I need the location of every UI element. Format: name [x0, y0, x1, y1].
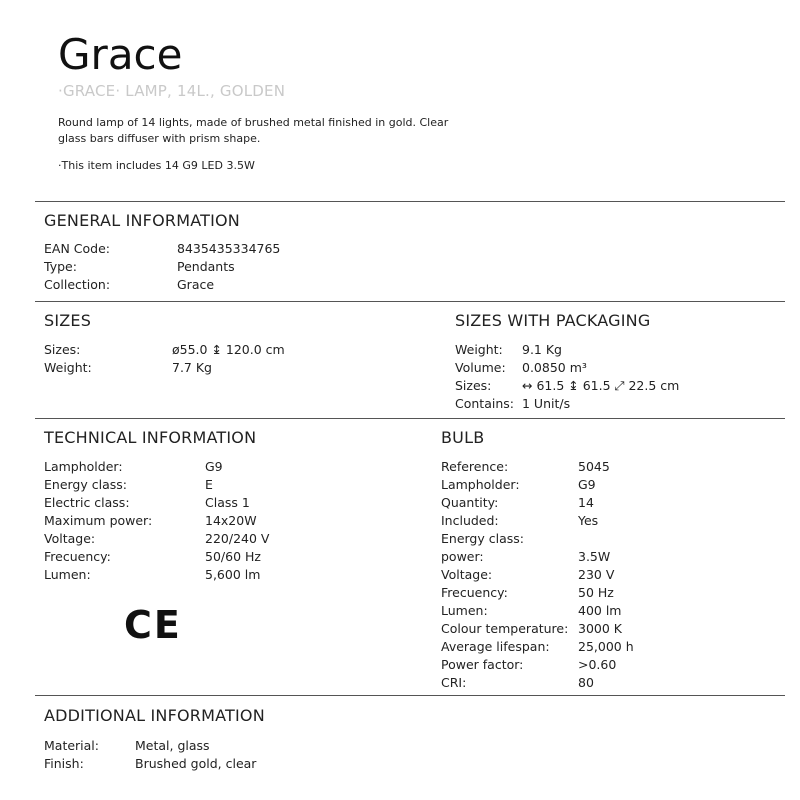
technical-row-max-power — [44, 512, 394, 530]
bulb-value: G9 — [578, 477, 596, 492]
bulb-section-title: BULB — [441, 428, 485, 447]
technical-row-lumen — [44, 566, 394, 584]
additional-label: Material: — [44, 738, 99, 753]
additional-section-title: ADDITIONAL INFORMATION — [44, 706, 265, 725]
sizes-section-title: SIZES — [44, 311, 92, 330]
bulb-label: Frecuency: — [441, 585, 508, 600]
bulb-value: 14 — [578, 495, 594, 510]
technical-row-lampholder — [44, 458, 394, 476]
divider-technical — [35, 418, 785, 419]
packaging-label: Weight: — [455, 342, 503, 357]
technical-row-energy-class — [44, 476, 394, 494]
technical-value: 50/60 Hz — [205, 549, 261, 564]
bulb-row-cri — [441, 674, 771, 692]
packaging-label: Sizes: — [455, 378, 492, 393]
product-note: ·This item includes 14 G9 LED 3.5W — [58, 159, 255, 172]
bulb-row-lampholder — [441, 476, 771, 494]
additional-row-material — [44, 737, 394, 755]
product-subtitle: ·GRACE· LAMP, 14L., GOLDEN — [58, 82, 286, 100]
technical-value: Class 1 — [205, 495, 250, 510]
ce-mark-icon: CE — [124, 603, 182, 647]
general-row-type — [44, 258, 394, 276]
technical-value: 220/240 V — [205, 531, 270, 546]
packaging-value: 1 Unit/s — [522, 396, 571, 411]
bulb-value: 5045 — [578, 459, 610, 474]
bulb-row-frequency — [441, 584, 771, 602]
product-description: Round lamp of 14 lights, made of brushed metal finished in gold. Clear glass bars diffuser with prism shape. — [58, 116, 449, 145]
bulb-value: 50 Hz — [578, 585, 614, 600]
technical-row-frequency — [44, 548, 394, 566]
bulb-value: >0.60 — [578, 657, 617, 672]
packaging-value: 9.1 Kg — [522, 342, 562, 357]
bulb-row-colour-temperature — [441, 620, 771, 638]
bulb-label: Power factor: — [441, 657, 524, 672]
sizes-label: Sizes: — [44, 342, 81, 357]
technical-value: E — [205, 477, 213, 492]
bulb-row-reference — [441, 458, 771, 476]
technical-row-voltage — [44, 530, 394, 548]
bulb-row-quantity — [441, 494, 771, 512]
general-section-title: GENERAL INFORMATION — [44, 211, 240, 230]
bulb-row-power — [441, 548, 771, 566]
bulb-row-lifespan — [441, 638, 771, 656]
bulb-value: 3.5W — [578, 549, 611, 564]
general-row-collection — [44, 276, 394, 294]
sizes-row-weight — [44, 359, 394, 377]
technical-value: G9 — [205, 459, 223, 474]
bulb-label: Included: — [441, 513, 499, 528]
bulb-value: 230 V — [578, 567, 615, 582]
general-label: Type: — [44, 259, 77, 274]
technical-label: Frecuency: — [44, 549, 111, 564]
packaging-label: Volume: — [455, 360, 506, 375]
packaging-value: ↔ 61.5 ↨ 61.5 ⤢ 22.5 cm — [522, 378, 680, 393]
general-label: Collection: — [44, 277, 111, 292]
packaging-row-sizes — [455, 377, 775, 395]
bulb-value: 80 — [578, 675, 594, 690]
bulb-value: Yes — [578, 513, 599, 528]
packaging-value: 0.0850 m³ — [522, 360, 587, 375]
sizes-row-dimensions — [44, 341, 394, 359]
technical-value: 5,600 lm — [205, 567, 261, 582]
technical-section-title: TECHNICAL INFORMATION — [44, 428, 257, 447]
sizes-value: ø55.0 ↨ 120.0 cm — [172, 342, 285, 357]
bulb-label: Colour temperature: — [441, 621, 569, 636]
bulb-label: power: — [441, 549, 484, 564]
bulb-label: CRI: — [441, 675, 467, 690]
bulb-label: Lumen: — [441, 603, 488, 618]
technical-label: Maximum power: — [44, 513, 153, 528]
bulb-label: Energy class: — [441, 531, 524, 546]
bulb-row-voltage — [441, 566, 771, 584]
technical-row-electric-class — [44, 494, 394, 512]
bulb-value: 25,000 h — [578, 639, 634, 654]
bulb-row-included — [441, 512, 771, 530]
bulb-row-lumen — [441, 602, 771, 620]
packaging-row-weight — [455, 341, 775, 359]
bulb-label: Voltage: — [441, 567, 493, 582]
general-value: 8435435334765 — [177, 241, 281, 256]
additional-value: Metal, glass — [135, 738, 210, 753]
additional-label: Finish: — [44, 756, 84, 771]
packaging-row-contains — [455, 395, 775, 413]
sizes-value: 7.7 Kg — [172, 360, 212, 375]
general-label: EAN Code: — [44, 241, 110, 256]
bulb-value: 400 lm — [578, 603, 622, 618]
technical-label: Electric class: — [44, 495, 130, 510]
bulb-row-power-factor — [441, 656, 771, 674]
packaging-label: Contains: — [455, 396, 514, 411]
bulb-label: Lampholder: — [441, 477, 520, 492]
divider-general — [35, 201, 785, 202]
technical-label: Lampholder: — [44, 459, 123, 474]
additional-row-finish — [44, 755, 394, 773]
bulb-label: Quantity: — [441, 495, 499, 510]
divider-additional — [35, 695, 785, 696]
technical-label: Energy class: — [44, 477, 127, 492]
general-row-ean — [44, 240, 394, 258]
packaging-row-volume — [455, 359, 775, 377]
technical-value: 14x20W — [205, 513, 257, 528]
technical-label: Voltage: — [44, 531, 96, 546]
packaging-section-title: SIZES WITH PACKAGING — [455, 311, 651, 330]
sizes-label: Weight: — [44, 360, 92, 375]
bulb-value: 3000 K — [578, 621, 622, 636]
technical-label: Lumen: — [44, 567, 91, 582]
bulb-label: Reference: — [441, 459, 509, 474]
bulb-label: Average lifespan: — [441, 639, 550, 654]
divider-sizes — [35, 301, 785, 302]
product-title: Grace — [58, 30, 183, 79]
bulb-row-energy-class — [441, 530, 771, 548]
general-value: Pendants — [177, 259, 235, 274]
additional-value: Brushed gold, clear — [135, 756, 257, 771]
general-value: Grace — [177, 277, 215, 292]
